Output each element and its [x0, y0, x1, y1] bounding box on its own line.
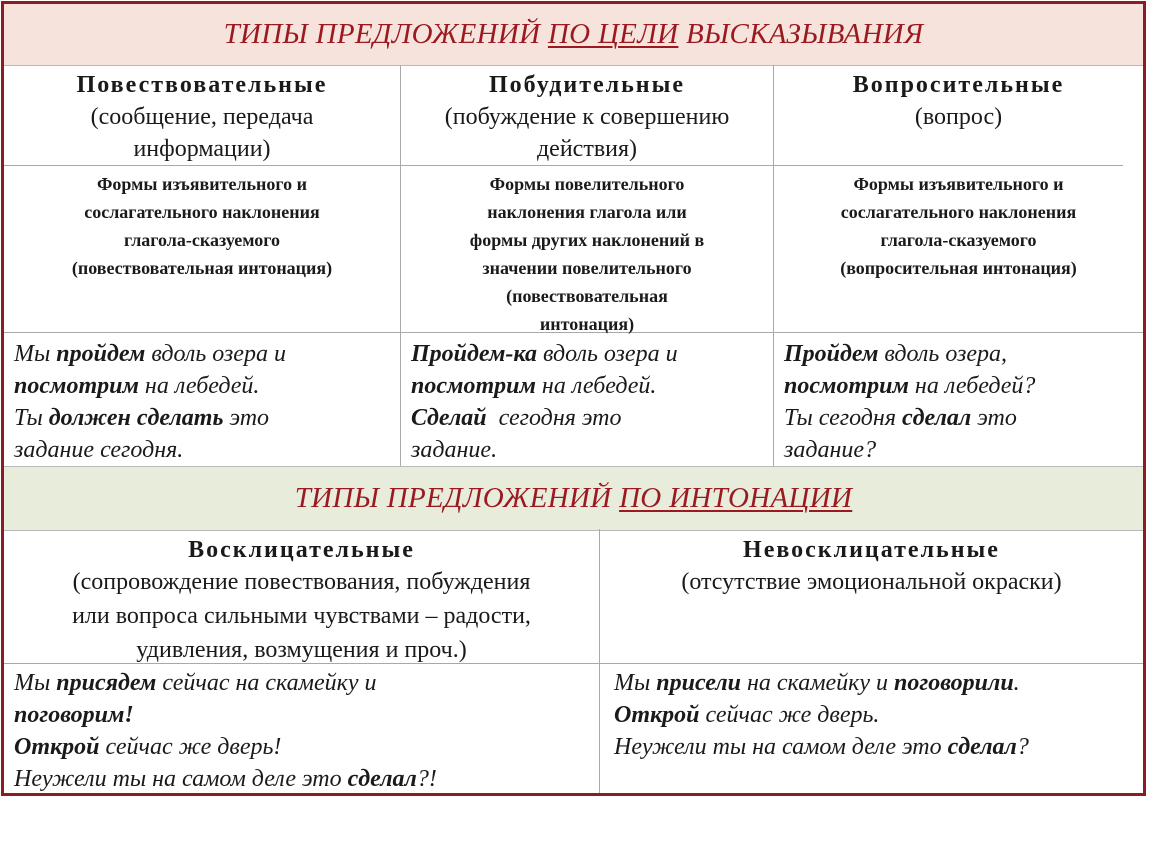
example-text: Ты — [14, 405, 49, 431]
example-text: сейчас же дверь! — [99, 734, 282, 760]
example-text: вдоль озера и — [536, 341, 678, 367]
forms-line: сослагательного наклонения — [840, 202, 1077, 222]
forms-line: Формы изъявительного и — [853, 174, 1064, 194]
interrogative-examples — [774, 333, 1143, 466]
predicate-word: поговорили — [894, 670, 1014, 696]
declarative-description-line: информации) — [133, 136, 271, 162]
imperative-forms — [401, 166, 773, 332]
declarative-header — [4, 65, 400, 165]
forms-line: глагола-сказуемого — [880, 230, 1037, 250]
example-line — [14, 434, 400, 466]
exclamatory-heading: Восклицательные — [188, 537, 415, 563]
example-line — [14, 731, 599, 763]
example-text: это — [223, 405, 270, 431]
example-text: Ты сегодня — [784, 405, 902, 431]
example-line — [784, 402, 1143, 434]
example-line — [614, 667, 1143, 699]
example-text: Неужели ты на самом деле это — [14, 766, 348, 792]
example-line — [784, 370, 1143, 402]
predicate-word: должен сделать — [48, 405, 224, 431]
example-text: Неужели ты на самом деле это — [614, 734, 948, 760]
forms-line: сослагательного наклонения — [84, 202, 320, 222]
exclamatory-description-line: удивления, возмущения и проч.) — [136, 637, 467, 663]
predicate-word: Пройдем-ка — [411, 341, 537, 367]
predicate-word: пройдем — [56, 341, 146, 367]
example-text: задание? — [784, 437, 877, 463]
imperative-heading: Побудительные — [488, 72, 686, 98]
predicate-word: сделал — [347, 766, 417, 792]
example-line — [14, 763, 599, 795]
purpose-title-prefix: ТИПЫ ПРЕДЛОЖЕНИЙ — [223, 18, 541, 50]
predicate-word: Сделай — [411, 405, 487, 431]
predicate-word: сделал — [947, 734, 1017, 760]
predicate-word: сделал — [901, 405, 972, 431]
example-text: вдоль озера и — [145, 341, 286, 367]
forms-line: наклонения глагола или — [487, 202, 687, 222]
purpose-title-suffix: ВЫСКАЗЫВАНИЯ — [685, 18, 924, 50]
interrogative-header — [774, 65, 1143, 165]
predicate-word: посмотрим — [411, 373, 536, 399]
example-text: на лебедей. — [138, 373, 260, 399]
example-line — [14, 699, 599, 731]
example-line — [14, 667, 599, 699]
interrogative-forms — [774, 166, 1143, 332]
forms-line: (повествовательная интонация) — [71, 258, 333, 278]
interrogative-description-line: (вопрос) — [914, 104, 1003, 130]
predicate-word: Пройдем — [784, 341, 879, 367]
non-exclamatory-description-line: (отсутствие эмоциональной окраски) — [681, 569, 1062, 595]
example-line — [14, 402, 400, 434]
forms-line: глагола-сказуемого — [123, 230, 281, 250]
purpose-title-underlined: ПО ЦЕЛИ — [547, 18, 679, 50]
predicate-word: Открой — [614, 702, 700, 728]
forms-line: формы других наклонений в — [469, 230, 705, 250]
intonation-title-prefix: ТИПЫ ПРЕДЛОЖЕНИЙ — [294, 482, 612, 514]
predicate-word: поговорим! — [14, 702, 134, 728]
exclamatory-examples — [4, 664, 599, 794]
example-text: Мы — [14, 670, 57, 696]
predicate-word: посмотрим — [784, 373, 909, 399]
imperative-examples — [401, 333, 773, 466]
example-text: Мы — [14, 341, 57, 367]
example-text: сейчас же дверь. — [699, 702, 880, 728]
non-exclamatory-examples — [600, 664, 1143, 794]
example-line — [14, 338, 400, 370]
predicate-word: присядем — [56, 670, 157, 696]
forms-line: (вопросительная интонация) — [840, 258, 1077, 278]
declarative-description-line: (сообщение, передача — [90, 104, 314, 130]
example-text: Мы — [614, 670, 657, 696]
exclamatory-description-line: или вопроса сильными чувствами – радости, — [72, 603, 531, 629]
non-exclamatory-heading: Невосклицательные — [743, 537, 1000, 563]
example-text: ? — [1016, 734, 1029, 760]
example-text: сейчас на скамейку и — [156, 670, 377, 696]
example-line — [411, 434, 773, 466]
example-line — [614, 699, 1143, 731]
sentence-types-table — [1, 1, 1146, 796]
example-text: на лебедей? — [908, 373, 1036, 399]
exclamatory-header — [4, 531, 599, 663]
example-line — [411, 370, 773, 402]
imperative-description-line: действия) — [536, 136, 638, 162]
exclamatory-description-line: (сопровождение повествования, побуждения — [72, 569, 531, 595]
imperative-header — [401, 65, 773, 165]
forms-line: значении повелительного — [482, 258, 692, 278]
example-text: задание сегодня. — [14, 437, 184, 463]
example-line — [784, 338, 1143, 370]
purpose-section-title — [4, 4, 1143, 66]
example-line — [784, 434, 1143, 466]
forms-line: интонация) — [539, 314, 635, 334]
example-text: сегодня это — [486, 405, 622, 431]
imperative-description-line: (побуждение к совершению — [444, 104, 730, 130]
declarative-heading: Повествовательные — [76, 72, 328, 98]
interrogative-heading: Вопросительные — [852, 72, 1065, 98]
example-line — [411, 338, 773, 370]
forms-line: (повествовательная — [506, 286, 668, 306]
declarative-examples — [4, 333, 400, 466]
forms-line: Формы повелительного — [489, 174, 685, 194]
example-text: на скамейку и — [741, 670, 895, 696]
non-exclamatory-header — [600, 531, 1143, 663]
example-line — [411, 402, 773, 434]
predicate-word: присели — [656, 670, 741, 696]
example-text: . — [1013, 670, 1020, 696]
declarative-forms — [4, 166, 400, 332]
intonation-title-underlined: ПО ИНТОНАЦИИ — [619, 482, 853, 514]
example-text: это — [971, 405, 1017, 431]
example-text: ?! — [416, 766, 437, 792]
example-text: вдоль озера, — [878, 341, 1008, 367]
example-line — [14, 370, 400, 402]
intonation-section-title — [4, 466, 1143, 531]
example-text: на лебедей. — [535, 373, 657, 399]
example-text: задание. — [411, 437, 498, 463]
predicate-word: Открой — [14, 734, 100, 760]
predicate-word: посмотрим — [14, 373, 139, 399]
forms-line: Формы изъявительного и — [96, 174, 308, 194]
example-line — [614, 731, 1143, 763]
